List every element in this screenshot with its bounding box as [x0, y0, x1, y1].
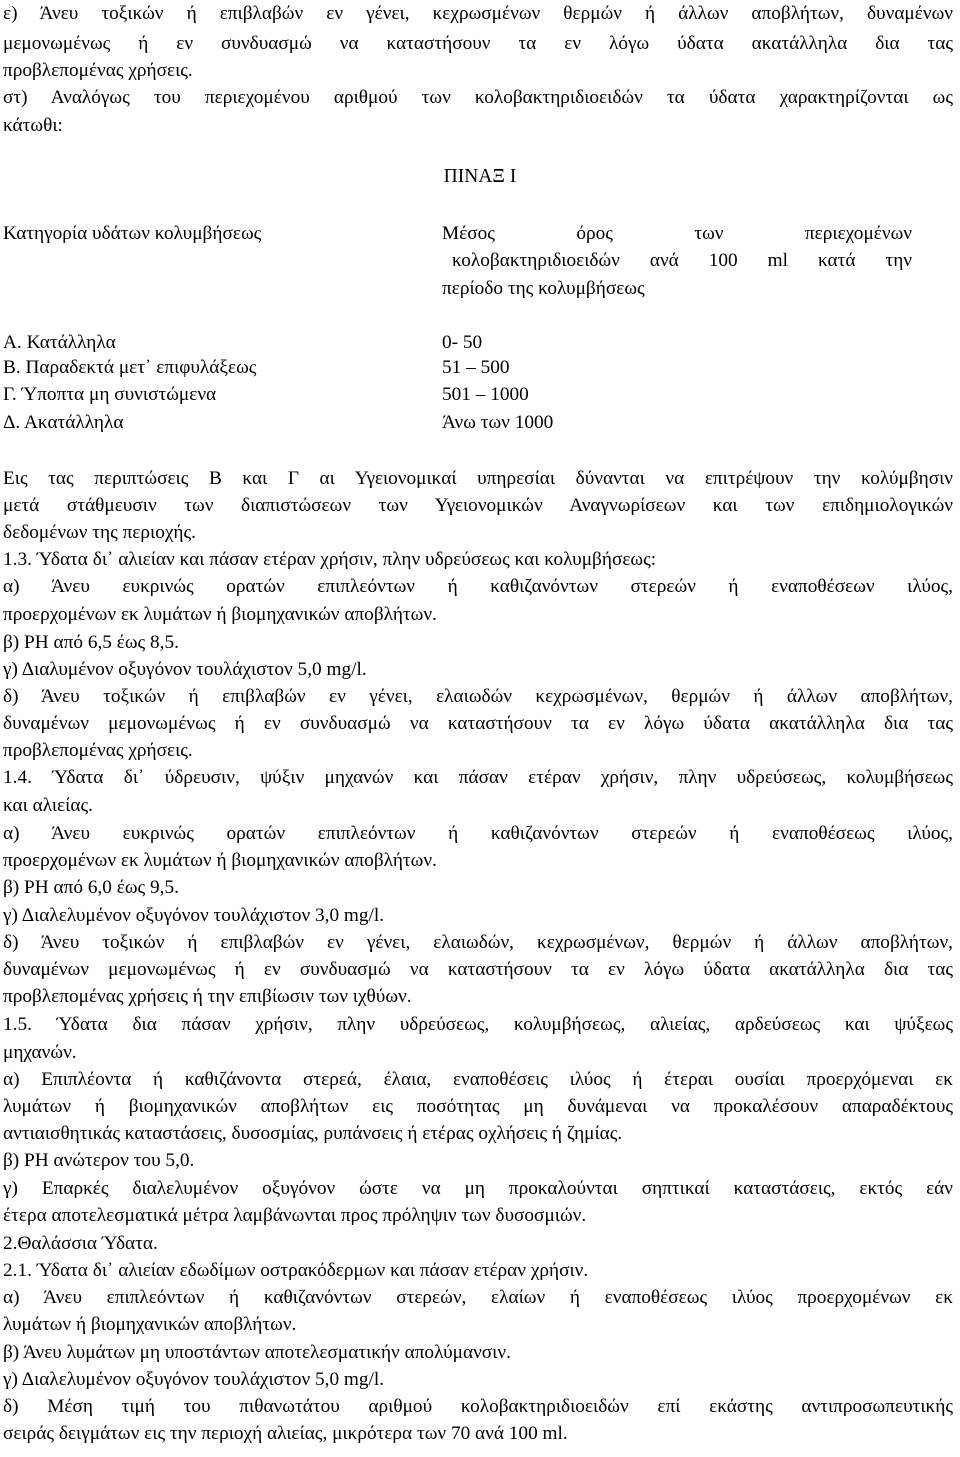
body-line: 1.4. Ύδατα δι᾽ ύδρευσιν, ψύξιν μηχανών και πάσαν ετέραν χρήσιν, πλην υδρεύσεως, κολυμβήσεως — [3, 767, 953, 788]
intro-line: ε) Άνευ τοξικών ή επιβλαβών εν γένει, κεχρωσμένων θερμών ή άλλων αποβλήτων, δυναμένων — [3, 3, 953, 24]
body-line: και αλιείας. — [3, 795, 93, 816]
table-row-value: 51 – 500 — [442, 357, 510, 378]
body-line: γ) Διαλελυμένον οξυγόνον τουλάχιστον 3,0 mg/l. — [3, 905, 385, 926]
body-line: 1.3. Ύδατα δι᾽ αλιείαν και πάσαν ετέραν χρήσιν, πλην υδρεύσεως και κολυμβήσεως: — [3, 549, 657, 570]
body-line: α) Άνευ επιπλεόντων ή καθιζανόντων στερεών, ελαίων ή εναποθέσεως ιλύος προερχομένων εκ — [3, 1287, 953, 1308]
body-line: προβλεπομένας χρήσεις ή την επιβίωσιν των ιχθύων. — [3, 986, 412, 1007]
body-line: δ) Άνευ τοξικών ή επιβλαβών εν γένει, ελαιωδών κεχρωσμένων, θερμών ή άλλων αποβλήτων, — [3, 686, 953, 707]
body-line: α) Άνευ ευκρινώς ορατών επιπλεόντων ή καθιζανόντων στερεών ή εναποθέσεων ιλύος, — [3, 576, 953, 597]
table-col2-header-line: κολοβακτηριδιοειδών ανά 100 ml κατά την — [452, 250, 912, 271]
body-line: μετά στάθμευσιν των διαπιστώσεων των Υγειονομικών Αναγνωρίσεων και των επιδημιολογικών — [3, 495, 953, 516]
body-line: δ) Μέση τιμή του πιθανωτάτου αριθμού κολοβακτηριδιοειδών επί εκάστης αντιπροσωπευτικής — [3, 1396, 953, 1417]
body-line: σειράς δειγμάτων εις την περιοχή αλιείας, μικρότερα των 70 ανά 100 ml. — [3, 1423, 568, 1444]
body-line: δυναμένων μεμονωμένως ή εν συνδυασμώ να καταστήσουν τα εν λόγω ύδατα ακατάλληλα δια τας — [3, 713, 953, 734]
body-line: γ) Διαλελυμένον οξυγόνον τουλάχιστον 5,0 mg/l. — [3, 1369, 385, 1390]
table-col2-header-line: Μέσος όρος των περιεχομένων — [442, 223, 912, 244]
table-row-category: Α. Κατάλληλα — [3, 332, 116, 353]
body-line: δυναμένων μεμονωμένως ή εν συνδυασμώ να καταστήσουν τα εν λόγω ύδατα ακατάλληλα δια τας — [3, 959, 953, 980]
table-row-category: Β. Παραδεκτά μετ᾽ επιφυλάξεως — [3, 357, 257, 378]
table-title: ΠΙΝΑΞ Ι — [443, 166, 517, 187]
body-line: β) PH από 6,5 έως 8,5. — [3, 632, 179, 653]
body-line: α) Επιπλέοντα ή καθιζάνοντα στερεά, έλαια, εναποθέσεις ιλύος ή έτεραι ουσίαι προερχόμεναι εκ — [3, 1069, 953, 1090]
body-line: αντιαισθητικάς καταστάσεις, δυσοσμίας, ρυπάνσεις ή ετέρας οχλήσεις ή ζημίας. — [3, 1123, 623, 1144]
body-line: λυμάτων ή βιομηχανικών αποβλήτων εις ποσότητας μη δυνάμεναι να προκαλέσουν απαραδέκτους — [3, 1096, 953, 1117]
body-line: δεδομένων της περιοχής. — [3, 522, 196, 543]
intro-line: στ) Αναλόγως του περιεχομένου αριθμού των κολοβακτηριδιοειδών τα ύδατα χαρακτηρίζονται ως — [3, 87, 953, 108]
body-line: Εις τας περιπτώσεις Β και Γ αι Υγειονομικαί υπηρεσίαι δύνανται να επιτρέψουν την κολύμβησιν — [3, 468, 953, 489]
body-line: προβλεπομένας χρήσεις. — [3, 740, 193, 761]
body-line: γ) Διαλυμένον οξυγόνον τουλάχιστον 5,0 mg/l. — [3, 659, 367, 680]
body-line: μηχανών. — [3, 1042, 77, 1063]
body-line: δ) Άνευ τοξικών ή επιβλαβών εν γένει, ελαιωδών, κεχρωσμένων, θερμών ή άλλων αποβλήτων, — [3, 932, 953, 953]
body-line: λυμάτων ή βιομηχανικών αποβλήτων. — [3, 1314, 297, 1335]
body-line: 2.Θαλάσσια Ύδατα. — [3, 1233, 158, 1254]
body-line: β) Άνευ λυμάτων μη υποστάντων αποτελεσματικήν απολύμανσιν. — [3, 1342, 511, 1363]
intro-line: μεμονωμένως ή εν συνδυασμώ να καταστήσουν τα εν λόγω ύδατα ακατάλληλα δια τας — [3, 33, 953, 54]
table-row-category: Γ. Ύποπτα μη συνιστώμενα — [3, 384, 217, 405]
table-col2-header-line: περίοδο της κολυμβήσεως — [442, 278, 645, 299]
body-line: α) Άνευ ευκρινώς ορατών επιπλεόντων ή καθιζανόντων στερεών ή εναποθέσεως ιλύος, — [3, 823, 953, 844]
body-line: προερχομένων εκ λυμάτων ή βιομηχανικών αποβλήτων. — [3, 604, 437, 625]
body-line: β) PH από 6,0 έως 9,5. — [3, 877, 179, 898]
body-line: 1.5. Ύδατα δια πάσαν χρήσιν, πλην υδρεύσεως, κολυμβήσεως, αλιείας, αρδεύσεως και ψύξεως — [3, 1014, 953, 1035]
table-row-category: Δ. Ακατάλληλα — [3, 412, 124, 433]
body-line: προερχομένων εκ λυμάτων ή βιομηχανικών αποβλήτων. — [3, 850, 437, 871]
body-line: 2.1. Ύδατα δι᾽ αλιείαν εδωδίμων οστρακόδερμων και πάσαν ετέραν χρήσιν. — [3, 1260, 589, 1281]
intro-line: κάτωθι: — [3, 115, 63, 136]
table-col1-header: Κατηγορία υδάτων κολυμβήσεως — [3, 223, 262, 244]
table-row-value: 501 – 1000 — [442, 384, 529, 405]
body-line: έτερα αποτελεσματικά μέτρα λαμβάνωνται προς πρόληψιν των δυσοσμιών. — [3, 1205, 587, 1226]
body-line: β) PH ανώτερον του 5,0. — [3, 1150, 195, 1171]
intro-line: προβλεπομένας χρήσεις. — [3, 60, 193, 81]
table-row-value: Άνω των 1000 — [442, 412, 554, 433]
body-line: γ) Επαρκές διαλελυμένον οξυγόνον ώστε να μη προκαλούνται σηπτικαί καταστάσεις, εκτός εάν — [3, 1178, 953, 1199]
table-row-value: 0- 50 — [442, 332, 483, 353]
